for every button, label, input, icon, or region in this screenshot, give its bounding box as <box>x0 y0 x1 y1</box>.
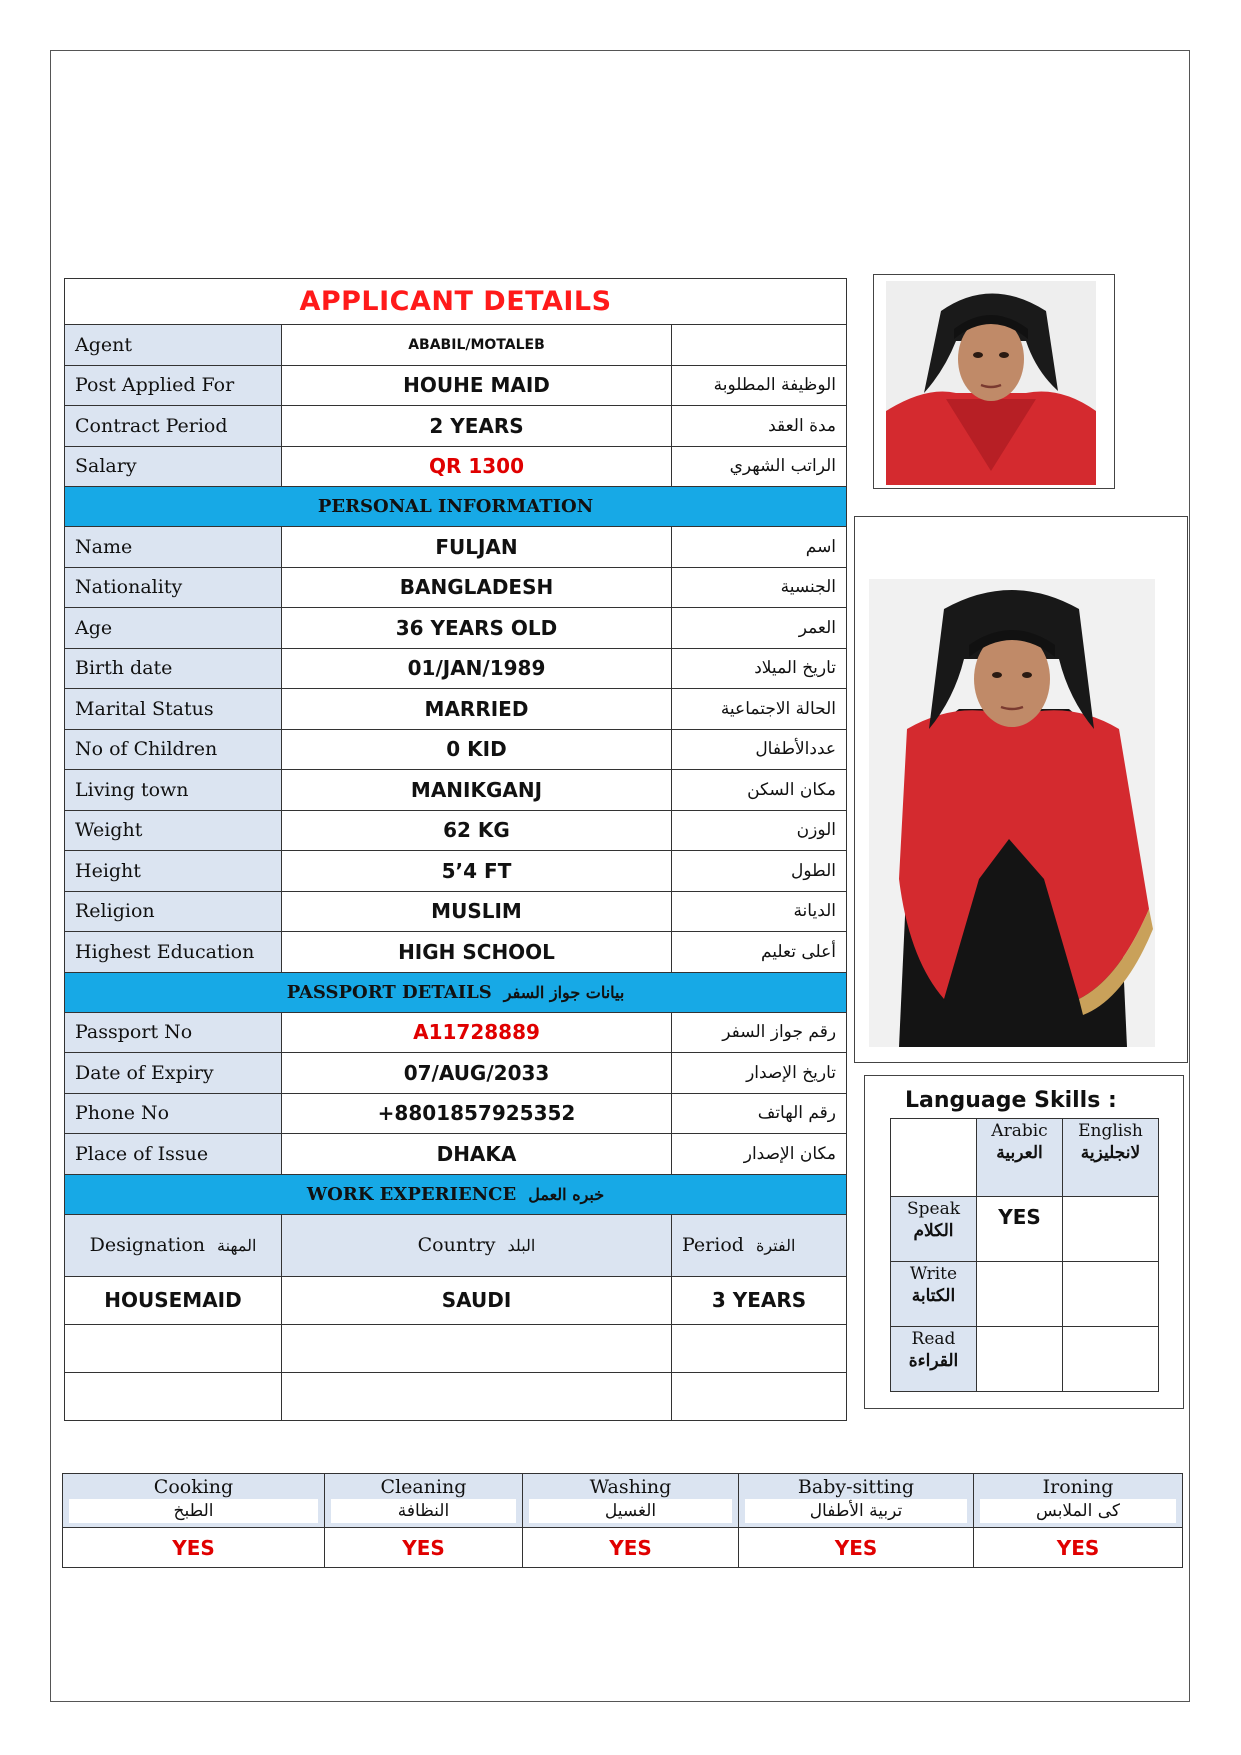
field-label: Nationality <box>65 567 282 608</box>
field-label-ar: مكان الإصدار <box>672 1134 847 1175</box>
full-body-illustration <box>869 579 1155 1047</box>
field-label-ar: رقم جواز السفر <box>672 1012 847 1053</box>
language-column-arabic: Arabic العربية <box>977 1119 1063 1197</box>
skills-value-row <box>63 1528 1183 1568</box>
skill-value: YES <box>523 1528 739 1568</box>
field-label-ar: الطول <box>672 851 847 892</box>
section-passport-details <box>65 972 847 1012</box>
language-row-label: Speak الكلام <box>891 1197 977 1262</box>
field-label-ar: العمر <box>672 608 847 649</box>
row-agent <box>65 325 847 366</box>
field-value: ABABIL/MOTALEB <box>282 325 672 366</box>
section-title: WORK EXPERIENCE <box>306 1183 517 1205</box>
section-title: PASSPORT DETAILS <box>286 981 492 1003</box>
row-salary <box>65 446 847 487</box>
skill-cleaning: Cleaning النظافة <box>325 1474 523 1528</box>
field-label-ar <box>672 325 847 366</box>
language-column-english: English لانجليزية <box>1063 1119 1159 1197</box>
row-post <box>65 365 847 406</box>
field-label-ar: مكان السكن <box>672 770 847 811</box>
row-height <box>65 851 847 892</box>
work-period: 3 YEARS <box>672 1276 847 1324</box>
field-label: Name <box>65 527 282 568</box>
field-label: Marital Status <box>65 689 282 730</box>
field-label-ar: الوزن <box>672 810 847 851</box>
row-place-of-issue <box>65 1134 847 1175</box>
work-designation <box>65 1324 282 1372</box>
field-value: QR 1300 <box>282 446 672 487</box>
field-value: BANGLADESH <box>282 567 672 608</box>
skill-ironing: Ironing کی الملابس <box>974 1474 1183 1528</box>
field-label: Birth date <box>65 648 282 689</box>
work-designation <box>65 1372 282 1420</box>
skill-value: YES <box>325 1528 523 1568</box>
field-label-ar: الجنسية <box>672 567 847 608</box>
field-value: MARRIED <box>282 689 672 730</box>
field-value: 01/JAN/1989 <box>282 648 672 689</box>
skill-value: YES <box>739 1528 974 1568</box>
page-title: APPLICANT DETAILS <box>65 279 847 325</box>
section-work-experience <box>65 1174 847 1214</box>
skills-table <box>62 1473 1183 1568</box>
row-living-town <box>65 770 847 811</box>
field-label-ar: تاريخ الميلاد <box>672 648 847 689</box>
field-label: Agent <box>65 325 282 366</box>
work-country <box>282 1324 672 1372</box>
field-value: +8801857925352 <box>282 1093 672 1134</box>
field-label: Age <box>65 608 282 649</box>
applicant-portrait-photo <box>873 274 1115 489</box>
field-value: MANIKGANJ <box>282 770 672 811</box>
row-children <box>65 729 847 770</box>
field-label: Height <box>65 851 282 892</box>
work-header-designation: Designation المهنة <box>65 1214 282 1276</box>
row-birth-date <box>65 648 847 689</box>
empty-cell <box>891 1119 977 1197</box>
field-label: Religion <box>65 891 282 932</box>
work-country: SAUDI <box>282 1276 672 1324</box>
field-label: Phone No <box>65 1093 282 1134</box>
field-value: A11728889 <box>282 1012 672 1053</box>
work-row <box>65 1276 847 1324</box>
language-header-row <box>891 1119 1159 1197</box>
section-title-ar: خبره العمل <box>528 1184 605 1204</box>
field-value: HOUHE MAID <box>282 365 672 406</box>
row-education <box>65 932 847 973</box>
work-row <box>65 1324 847 1372</box>
row-marital-status <box>65 689 847 730</box>
field-label-ar: مدة العقد <box>672 406 847 447</box>
language-value-english <box>1063 1262 1159 1327</box>
field-label-ar: تاريخ الإصدار <box>672 1053 847 1094</box>
work-period <box>672 1372 847 1420</box>
language-value-english <box>1063 1197 1159 1262</box>
skill-value: YES <box>63 1528 325 1568</box>
language-skills-table <box>890 1118 1159 1392</box>
row-passport-no <box>65 1012 847 1053</box>
work-country <box>282 1372 672 1420</box>
work-header-period: Period الفترة <box>672 1214 847 1276</box>
field-value: 2 YEARS <box>282 406 672 447</box>
field-label-ar: الراتب الشهري <box>672 446 847 487</box>
work-header-row <box>65 1214 847 1276</box>
language-skills-title: Language Skills : <box>905 1088 1117 1113</box>
row-weight <box>65 810 847 851</box>
field-label: Weight <box>65 810 282 851</box>
field-label: Living town <box>65 770 282 811</box>
field-label: Passport No <box>65 1012 282 1053</box>
row-phone <box>65 1093 847 1134</box>
field-value: 0 KID <box>282 729 672 770</box>
work-designation: HOUSEMAID <box>65 1276 282 1324</box>
work-row <box>65 1372 847 1420</box>
field-label: Place of Issue <box>65 1134 282 1175</box>
field-value: HIGH SCHOOL <box>282 932 672 973</box>
row-expiry <box>65 1053 847 1094</box>
field-value: DHAKA <box>282 1134 672 1175</box>
field-label: Post Applied For <box>65 365 282 406</box>
skill-baby-sitting: Baby-sitting تربية الأطفال <box>739 1474 974 1528</box>
applicant-details-table <box>64 278 847 1421</box>
section-title-ar: بيانات جواز السفر <box>503 982 625 1002</box>
field-value: MUSLIM <box>282 891 672 932</box>
field-label-ar: الوظيفة المطلوبة <box>672 365 847 406</box>
skill-value: YES <box>974 1528 1183 1568</box>
language-value-arabic <box>977 1327 1063 1392</box>
portrait-illustration <box>886 281 1096 485</box>
field-value: 07/AUG/2033 <box>282 1053 672 1094</box>
field-value: FULJAN <box>282 527 672 568</box>
row-name <box>65 527 847 568</box>
field-value: 5’4 FT <box>282 851 672 892</box>
language-skills-box <box>864 1075 1184 1409</box>
language-value-english <box>1063 1327 1159 1392</box>
field-value: 36 YEARS OLD <box>282 608 672 649</box>
language-row-speak <box>891 1197 1159 1262</box>
row-age <box>65 608 847 649</box>
language-value-arabic <box>977 1262 1063 1327</box>
language-row-read <box>891 1327 1159 1392</box>
field-label: No of Children <box>65 729 282 770</box>
skills-header-row <box>63 1474 1183 1528</box>
field-label: Highest Education <box>65 932 282 973</box>
language-row-write <box>891 1262 1159 1327</box>
row-nationality <box>65 567 847 608</box>
row-contract <box>65 406 847 447</box>
language-row-label: Write الكتابة <box>891 1262 977 1327</box>
skill-washing: Washing الغسيل <box>523 1474 739 1528</box>
language-row-label: Read القراءة <box>891 1327 977 1392</box>
field-label-ar: عددالأطفال <box>672 729 847 770</box>
language-value-arabic: YES <box>977 1197 1063 1262</box>
field-label-ar: الحالة الاجتماعية <box>672 689 847 730</box>
field-label-ar: الديانة <box>672 891 847 932</box>
applicant-full-body-photo <box>854 516 1188 1063</box>
skill-cooking: Cooking الطبخ <box>63 1474 325 1528</box>
field-label-ar: رقم الهاتف <box>672 1093 847 1134</box>
row-religion <box>65 891 847 932</box>
field-label-ar: أعلى تعليم <box>672 932 847 973</box>
field-label: Salary <box>65 446 282 487</box>
field-value: 62 KG <box>282 810 672 851</box>
work-header-country: Country البلد <box>282 1214 672 1276</box>
section-personal-information: PERSONAL INFORMATION <box>65 487 847 527</box>
field-label: Date of Expiry <box>65 1053 282 1094</box>
field-label-ar: اسم <box>672 527 847 568</box>
work-period <box>672 1324 847 1372</box>
field-label: Contract Period <box>65 406 282 447</box>
